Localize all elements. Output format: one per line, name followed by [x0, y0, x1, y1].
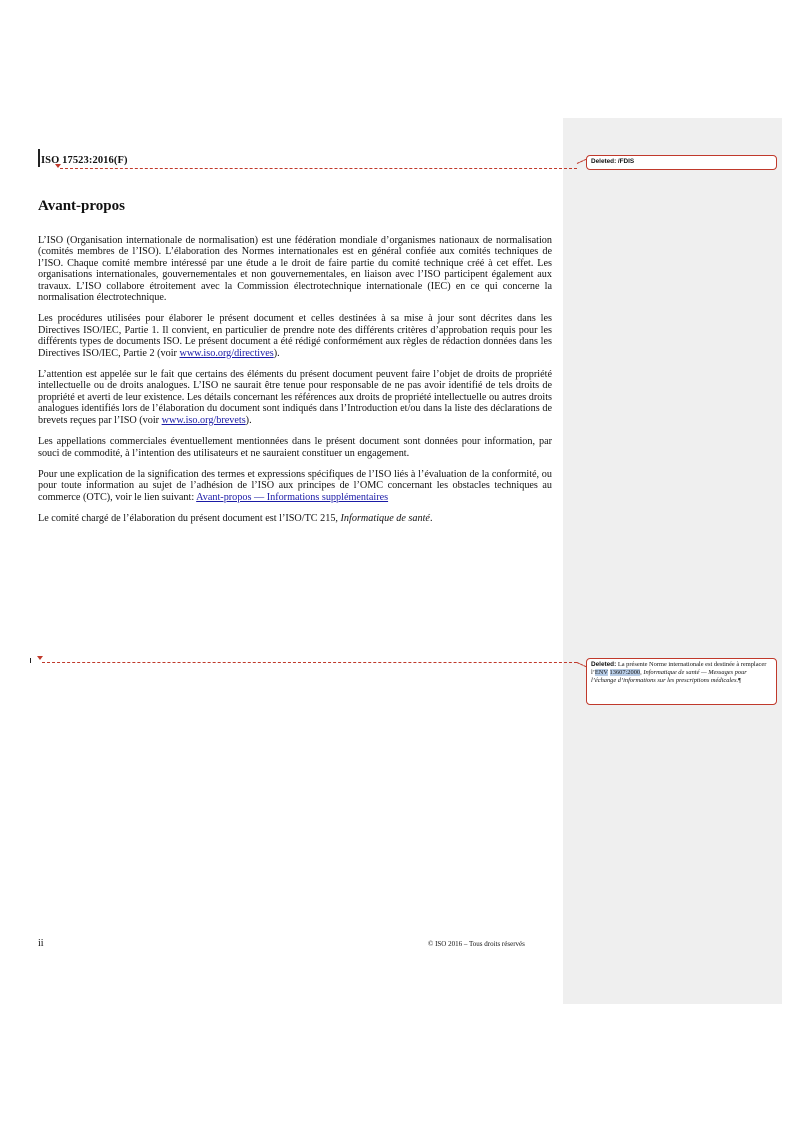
comment-leader-line — [60, 168, 577, 169]
paragraph: Les appellations commerciales éventuellement mentionnées dans le présent document sont données pour information, par souci de commodité, à l’intention des utilisateurs et ne sauraient constituer un engagement. — [38, 436, 552, 459]
document-id-header: ISO 17523:2016(F) — [41, 155, 128, 166]
paragraph: Pour une explication de la signification des termes et expressions spécifiques de l’ISO liés à l’évaluation de la conformité, ou pour toute information au sujet de l’adhésion de l’ISO aux principes de l’OMC concernant les obstacles techniques au commerce (OTC), voir le lien suivant: Avant-propos — Informations supplémentaires — [38, 468, 552, 503]
deleted-comment-1[interactable] — [586, 155, 777, 170]
directives-link[interactable]: www.iso.org/directives — [179, 347, 274, 359]
deletion-marker — [37, 656, 43, 660]
patents-link[interactable]: www.iso.org/brevets — [161, 414, 246, 426]
foreword-info-link[interactable]: Avant-propos — Informations supplémentaires — [196, 491, 389, 503]
comment-leader-line — [42, 662, 577, 663]
deleted-text: /FDIS — [617, 158, 635, 165]
deleted-label: Deleted: — [591, 661, 617, 668]
comment-margin-pane — [563, 118, 782, 1004]
change-bar — [30, 658, 31, 663]
page-title: Avant-propos — [38, 198, 125, 214]
copyright-notice: © ISO 2016 – Tous droits réservés — [428, 940, 525, 948]
paragraph: Le comité chargé de l’élaboration du présent document est l’ISO/TC 215, Informatique de santé. — [38, 513, 433, 525]
deleted-label: Deleted: — [591, 158, 617, 165]
body-text — [38, 235, 552, 535]
paragraph: Les procédures utilisées pour élaborer le présent document et celles destinées à sa mise à jour sont décrites dans les Directives ISO/IEC, Partie 1. Il convient, en particulier de prendre note des différents critères d’approbation requis pour les différents types de documents ISO. Le présent document a été rédigé conformément aux règles de rédaction données dans les Directives ISO/IEC, Partie 2 (voir www.iso.org/directives). — [38, 313, 552, 359]
deleted-comment-2[interactable]: Deleted: La présente Norme internationale est destinée à remplacer l’ENV 13607:2000, Informatique de santé — Messages pour l’échange d’informations sur les prescriptions médicales.¶ — [586, 658, 777, 705]
page-number: ii — [38, 938, 44, 949]
change-bar — [38, 149, 40, 167]
paragraph: L’attention est appelée sur le fait que certains des éléments du présent document peuvent faire l’objet de droits de propriété intellectuelle ou de droits analogues. L’ISO ne saurait être tenue pour responsable de ne pas avoir identifié de tels droits de propriété et averti de leur existence. Les détails concernant les références aux droits de propriété intellectuelle ou autres droits analogues identifiés lors de l’élaboration du document sont indiqués dans l’Introduction et/ou dans la liste des déclarations de brevets reçues par l’ISO (voir www.iso.org/brevets). — [38, 369, 552, 426]
paragraph: L’ISO (Organisation internationale de normalisation) est une fédération mondiale d’organismes nationaux de normalisation (comités membres de l’ISO). L’élaboration des Normes internationales est en général confiée aux comités techniques de l’ISO. Chaque comité membre intéressé par une étude a le droit de faire partie du comité technique créé à cet effet. Les organisations internationales, gouvernementales et non gouvernementales, en liaison avec l’ISO participent également aux travaux. L’ISO collabore étroitement avec la Commission électrotechnique internationale (IEC) en ce qui concerne la normalisation électrotechnique. — [38, 235, 552, 304]
